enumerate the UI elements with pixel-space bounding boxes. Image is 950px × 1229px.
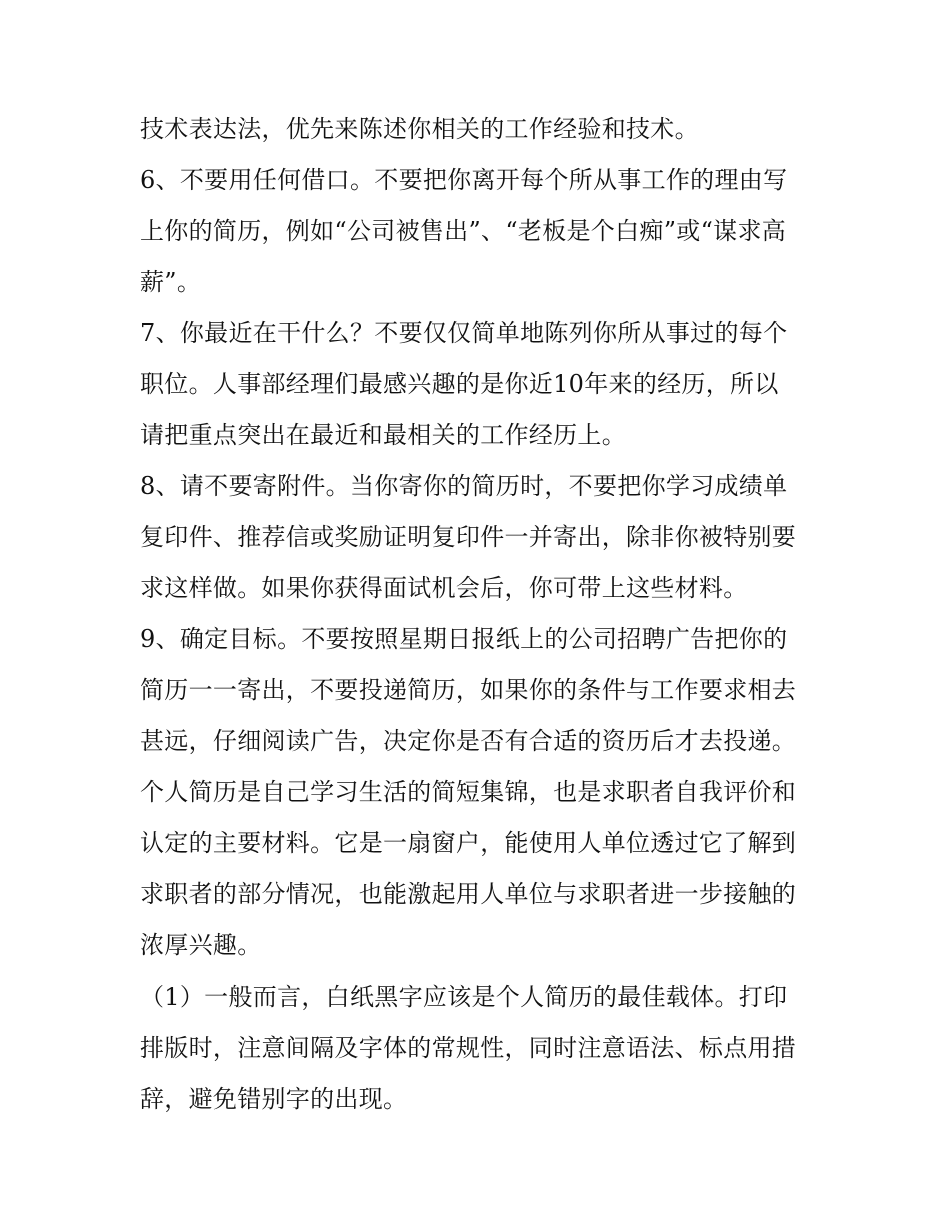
text-line-12: 简历一一寄出，不要投递简历，如果你的条件与工作要求相去 [140,676,797,704]
text-line-19: 排版时，注意间隔及字体的常规性，同时注意语法、标点用措 [140,1034,797,1062]
text-line-20: 辞，避免错别字的出现。 [140,1085,408,1113]
text-line-5: 7、你最近在干什么？不要仅仅简单地陈列你所从事过的每个 [140,319,788,347]
text-line-16: 求职者的部分情况，也能激起用人单位与求职者进一步接触的 [140,880,797,908]
text-line-18: （1）一般而言，白纸黑字应该是个人简历的最佳载体。打印 [140,983,788,1011]
text-line-13: 甚远，仔细阅读广告，决定你是否有合适的资历后才去投递。 [140,727,797,755]
text-line-11: 9、确定目标。不要按照星期日报纸上的公司招聘广告把你的 [140,625,788,653]
text-line-15: 认定的主要材料。它是一扇窗户，能使用人单位透过它了解到 [140,829,797,857]
text-line-4: 薪”。 [140,268,202,296]
text-line-9: 复印件、推荐信或奖励证明复印件一并寄出，除非你被特别要 [140,523,797,551]
text-line-2: 6、不要用任何借口。不要把你离开每个所从事工作的理由写 [140,166,788,194]
text-line-17: 浓厚兴趣。 [140,931,262,959]
text-line-8: 8、请不要寄附件。当你寄你的简历时，不要把你学习成绩单 [140,472,788,500]
text-line-14: 个人简历是自己学习生活的简短集锦，也是求职者自我评价和 [140,778,797,806]
text-line-3: 上你的简历，例如“公司被售出”、“老板是个白痴”或“谋求高 [140,217,787,245]
text-line-1: 技术表达法，优先来陈述你相关的工作经验和技术。 [140,115,699,143]
text-line-6: 职位。人事部经理们最感兴趣的是你近10年来的经历，所以 [140,370,779,398]
text-line-7: 请把重点突出在最近和最相关的工作经历上。 [140,421,626,449]
text-line-10: 求这样做。如果你获得面试机会后，你可带上这些材料。 [140,574,748,602]
